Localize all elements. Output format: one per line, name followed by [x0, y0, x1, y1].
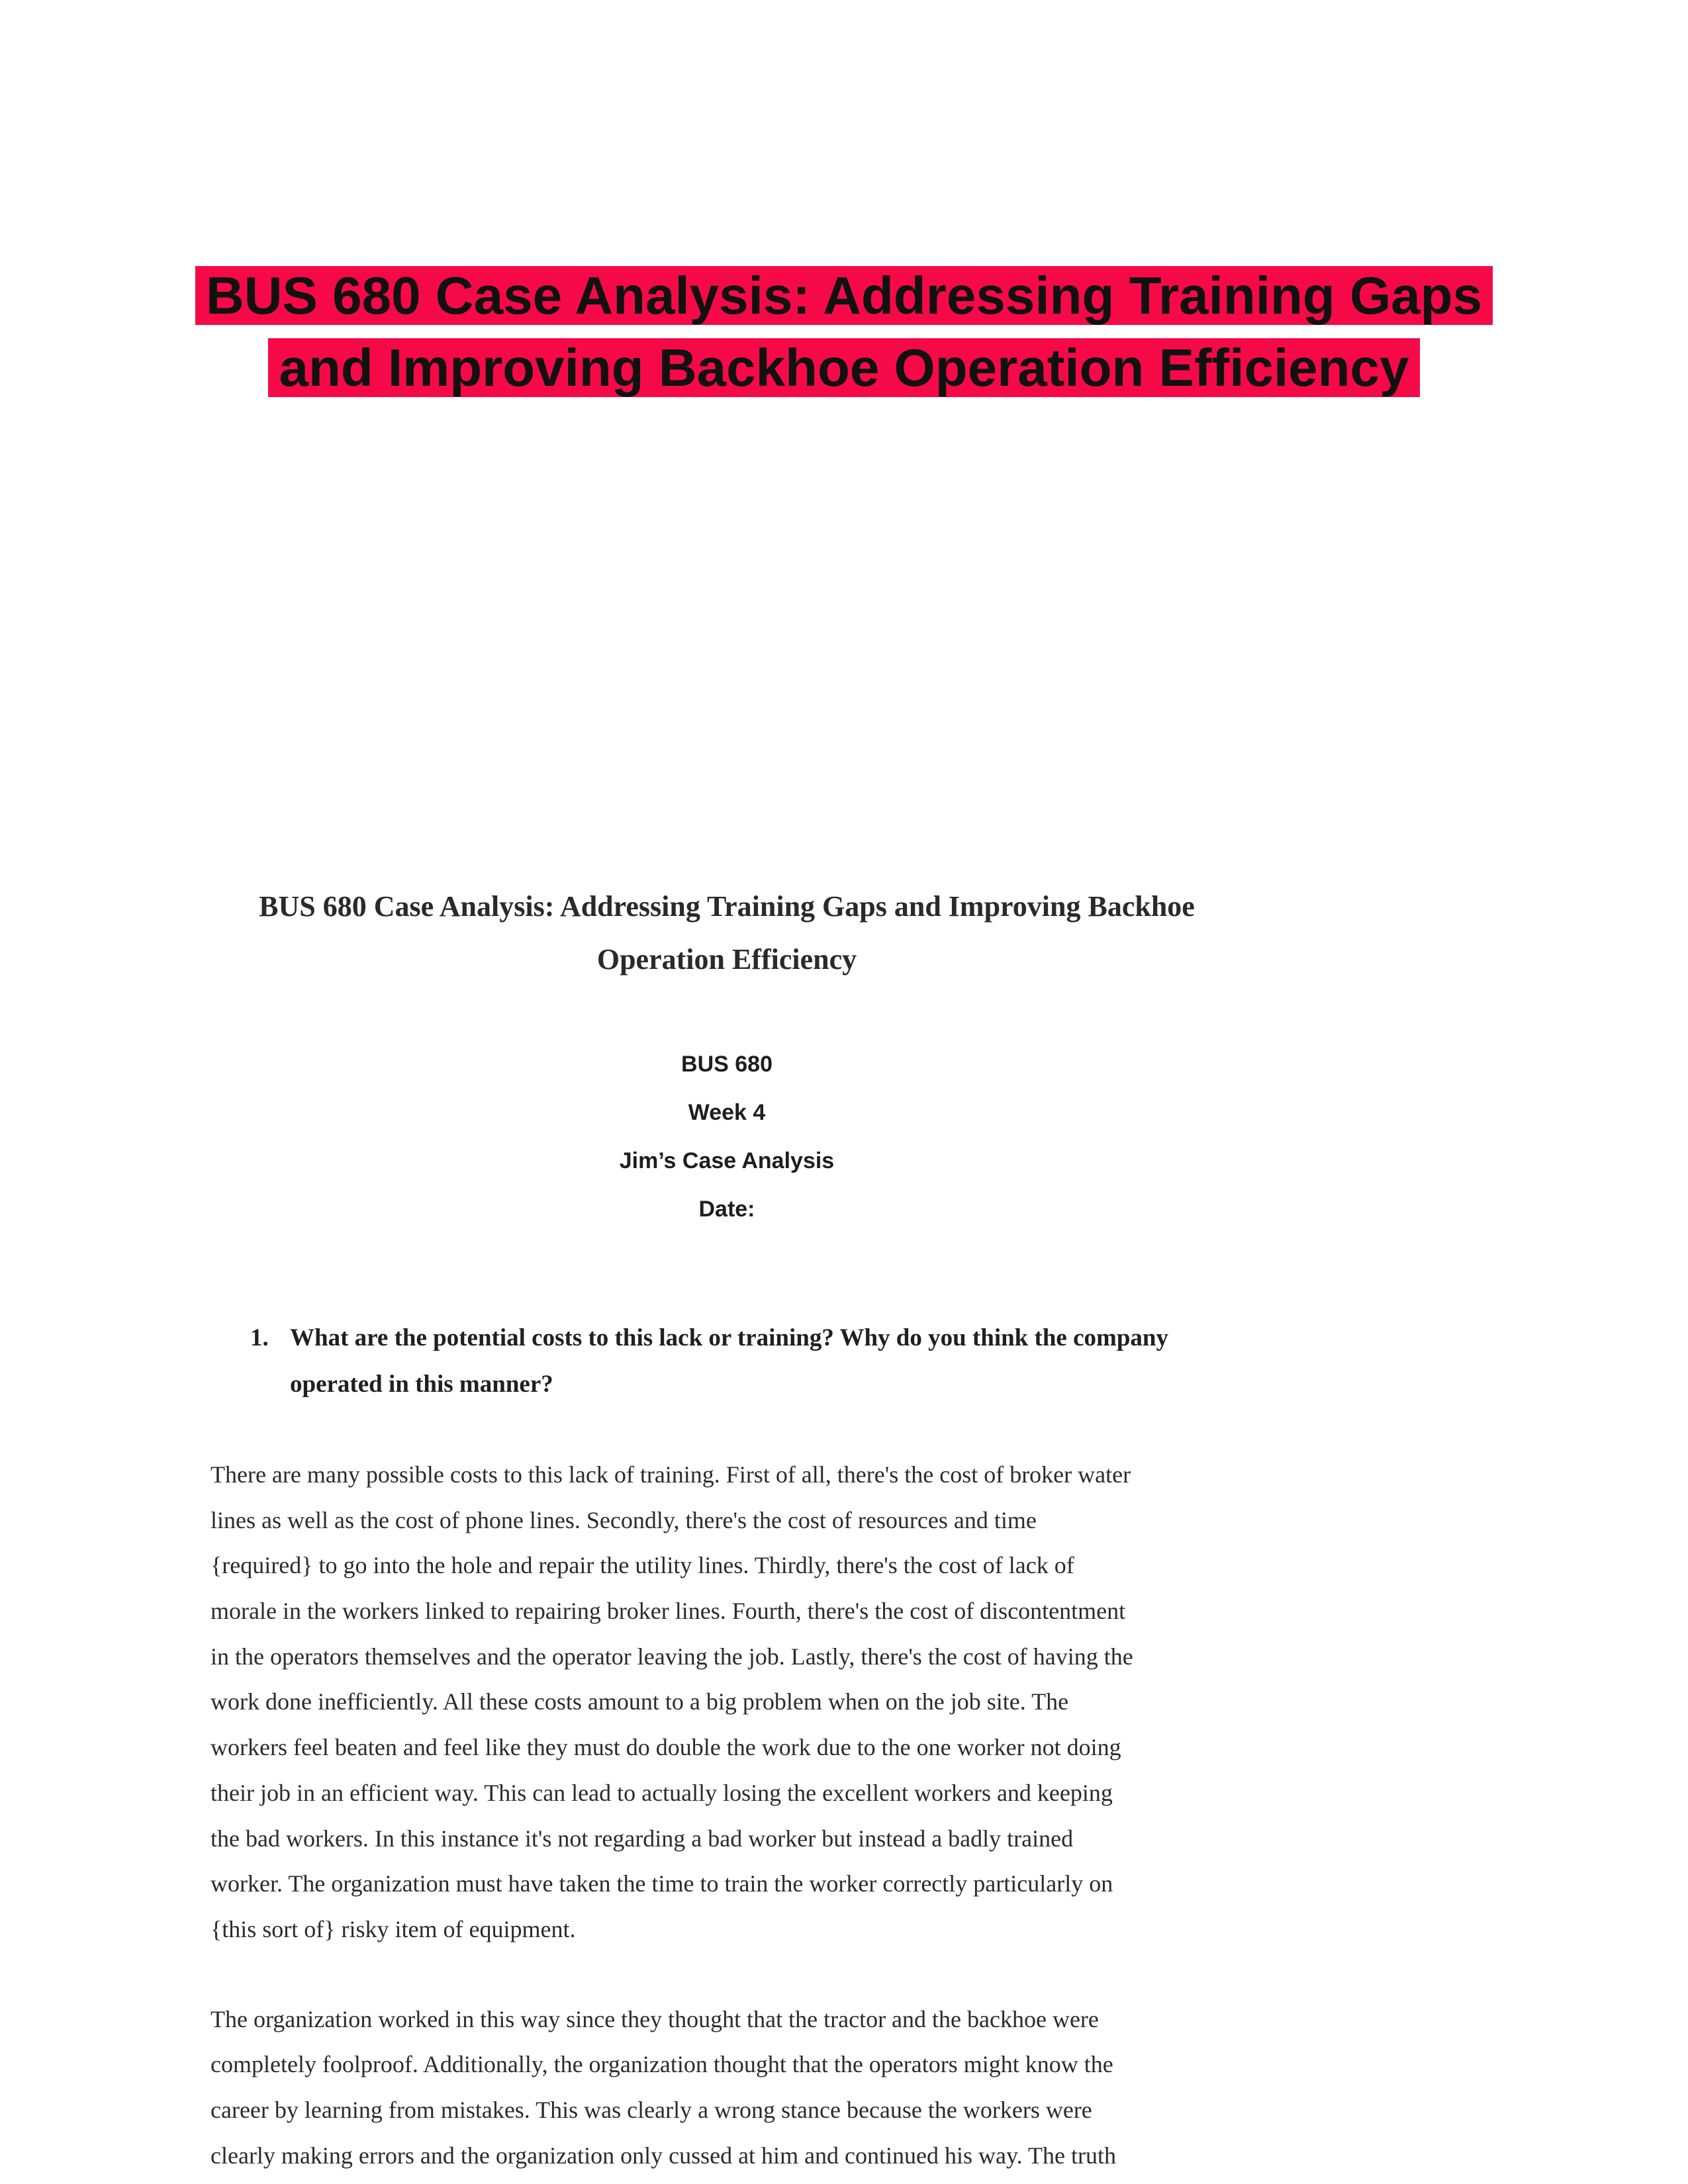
paragraph-line: worker. The organization must have taken the time to train the worker correctly particularly on [211, 1870, 1113, 1897]
paragraph-line: career by learning from mistakes. This was clearly a wrong stance because the workers were [211, 2096, 1092, 2123]
date-label: Date: [698, 1197, 755, 1222]
question-line-1: What are the potential costs to this lack or training? Why do you think the company [290, 1324, 1168, 1351]
scanned-document [211, 880, 1243, 2178]
course-code: BUS 680 [681, 1052, 773, 1077]
document-title-line-2: Operation Efficiency [596, 943, 857, 976]
question-line-2: operated in this manner? [290, 1371, 553, 1398]
paragraph-line: completely foolproof. Additionally, the organization thought that the operators might know the [211, 2051, 1113, 2078]
question-number: 1. [250, 1324, 269, 1351]
answer-paragraph-2 [211, 1997, 1243, 2179]
paragraph-line: the bad workers. In this instance it's not regarding a bad worker but instead a badly trained [211, 1825, 1074, 1852]
document-meta [211, 1040, 1243, 1234]
paragraph-line: their job in an efficient way. This can lead to actually losing the excellent workers and keeping [211, 1779, 1113, 1806]
document-title-line-1: BUS 680 Case Analysis: Addressing Training Gaps and Improving Backhoe [259, 890, 1195, 923]
paragraph-line: workers feel beaten and feel like they must do double the work due to the one worker not doing [211, 1734, 1121, 1761]
banner-heading [0, 259, 1688, 404]
paragraph-line: {this sort of} risky item of equipment. [211, 1915, 576, 1942]
answer-paragraph-1 [211, 1452, 1243, 1952]
paragraph-line: There are many possible costs to this lack of training. First of all, there's the cost of broker water [211, 1461, 1131, 1488]
paragraph-line: {required} to go into the hole and repair the utility lines. Thirdly, there's the cost of lack of [211, 1552, 1074, 1579]
paragraph-line: clearly making errors and the organization only cussed at him and continued his way. The truth [211, 2142, 1116, 2169]
question-1 [211, 1315, 1243, 1408]
paragraph-line: The organization worked in this way since they thought that the tractor and the backhoe were [211, 2005, 1099, 2032]
paragraph-line: morale in the workers linked to repairing broker lines. Fourth, there's the cost of discontentment [211, 1598, 1126, 1625]
paragraph-line: lines as well as the cost of phone lines. Secondly, there's the cost of resources and time [211, 1506, 1037, 1533]
document-title [211, 880, 1243, 986]
author-case-label: Jim’s Case Analysis [619, 1148, 835, 1173]
paragraph-line: in the operators themselves and the operator leaving the job. Lastly, there's the cost of having the [211, 1643, 1133, 1670]
paragraph-line: work done inefficiently. All these costs amount to a big problem when on the job site. The [211, 1688, 1069, 1715]
banner-line-1: BUS 680 Case Analysis: Addressing Training Gaps [195, 266, 1493, 325]
banner-line-2: and Improving Backhoe Operation Efficiency [268, 338, 1419, 397]
week-label: Week 4 [688, 1100, 766, 1125]
